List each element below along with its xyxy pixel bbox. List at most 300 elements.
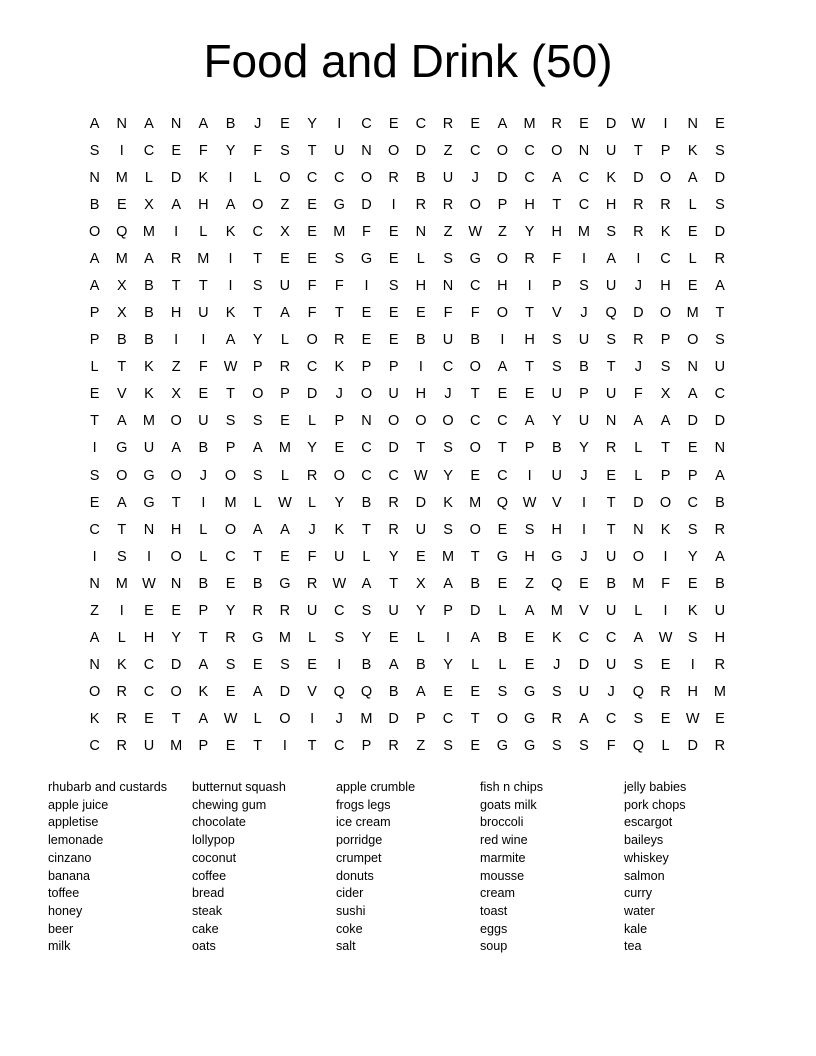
grid-letter: T: [633, 142, 643, 159]
grid-letter: O: [170, 413, 182, 430]
grid-letter: L: [498, 602, 507, 619]
grid-letter: G: [523, 738, 536, 755]
grid-letter: O: [252, 386, 264, 403]
grid-letter: R: [660, 196, 671, 213]
grid-letter: W: [658, 630, 673, 647]
grid-letter: S: [633, 657, 644, 674]
grid-letter: R: [388, 169, 399, 186]
grid-letter: D: [279, 684, 291, 701]
grid-letter: T: [253, 305, 263, 322]
grid-letter: C: [334, 738, 345, 755]
grid-letter: B: [579, 359, 589, 376]
grid-letter: I: [228, 278, 233, 294]
grid-letter: L: [280, 467, 289, 484]
grid-letter: C: [442, 359, 454, 376]
grid-letter: X: [280, 223, 290, 240]
grid-letter: C: [388, 467, 399, 484]
grid-letter: H: [660, 278, 671, 294]
grid-letter: E: [416, 305, 426, 322]
grid-letter: Z: [443, 223, 453, 240]
word-list-item: banana: [48, 868, 91, 883]
grid-letter: I: [310, 711, 315, 728]
grid-letter: G: [116, 440, 128, 457]
grid-letter: G: [252, 630, 264, 647]
grid-letter: Y: [579, 440, 589, 457]
grid-letter: O: [469, 359, 481, 376]
grid-letter: E: [280, 548, 290, 565]
grid-letter: E: [171, 602, 181, 619]
word-list-item: honey: [48, 903, 83, 918]
grid-letter: E: [687, 575, 698, 592]
grid-letter: A: [388, 657, 399, 674]
grid-letter: A: [715, 548, 725, 565]
grid-letter: W: [685, 711, 700, 728]
grid-letter: Z: [280, 196, 290, 213]
grid-letter: C: [578, 196, 590, 213]
grid-letter: E: [388, 115, 399, 132]
word-list-item: lemonade: [48, 833, 104, 848]
grid-letter: O: [551, 142, 563, 159]
grid-letter: I: [174, 223, 179, 240]
grid-letter: A: [116, 494, 127, 511]
grid-letter: I: [446, 630, 451, 647]
grid-letter: T: [253, 548, 263, 565]
grid-letter: U: [442, 332, 454, 349]
grid-letter: E: [280, 250, 290, 267]
grid-letter: W: [631, 115, 646, 132]
grid-letter: X: [116, 305, 127, 322]
grid-letter: I: [581, 250, 586, 267]
grid-letter: D: [687, 413, 698, 430]
grid-letter: S: [252, 467, 263, 484]
grid-letter: I: [337, 115, 342, 132]
grid-letter: X: [171, 386, 181, 403]
grid-letter: E: [470, 115, 481, 132]
grid-letter: S: [687, 630, 698, 647]
grid-letter: C: [578, 630, 590, 647]
grid-letter: O: [442, 413, 454, 430]
grid-letter: S: [443, 250, 453, 267]
word-list-item: appletise: [48, 815, 99, 830]
grid-letter: S: [443, 521, 453, 538]
grid-letter: D: [388, 440, 399, 457]
grid-letter: A: [715, 278, 725, 294]
grid-letter: O: [496, 711, 509, 728]
grid-letter: R: [551, 711, 563, 728]
grid-letter: D: [415, 142, 427, 159]
grid-letter: F: [606, 738, 616, 755]
grid-letter: N: [170, 575, 182, 592]
grid-letter: E: [443, 684, 453, 701]
grid-letter: E: [470, 684, 481, 701]
grid-letter: H: [524, 548, 535, 565]
grid-letter: P: [524, 440, 535, 457]
grid-letter: O: [170, 684, 182, 701]
grid-letter: Y: [388, 548, 399, 565]
grid-letter: Z: [497, 223, 507, 240]
grid-letter: J: [634, 278, 642, 294]
grid-letter: T: [606, 359, 616, 376]
grid-letter: E: [497, 575, 508, 592]
grid-letter: Z: [443, 142, 453, 159]
grid-letter: L: [634, 602, 643, 619]
grid-letter: X: [144, 196, 154, 213]
grid-letter: R: [442, 196, 454, 213]
grid-letter: Y: [252, 332, 263, 349]
word-list-item: crumpet: [336, 850, 382, 865]
grid-letter: T: [307, 142, 317, 159]
grid-row: [81, 462, 734, 489]
grid-letter: S: [633, 711, 644, 728]
grid-letter: Y: [225, 142, 236, 159]
grid-letter: N: [143, 521, 155, 538]
grid-letter: N: [89, 575, 100, 592]
grid-letter: T: [90, 413, 100, 430]
grid-letter: Y: [307, 115, 317, 132]
grid-letter: H: [198, 196, 209, 213]
grid-letter: I: [581, 521, 586, 538]
grid-letter: H: [143, 630, 155, 647]
grid-letter: W: [414, 467, 428, 484]
grid-letter: S: [551, 359, 562, 376]
grid-letter: U: [388, 602, 399, 619]
word-list-column: [624, 779, 768, 956]
grid-letter: E: [687, 223, 698, 240]
grid-letter: L: [308, 413, 317, 430]
grid-letter: S: [715, 142, 725, 159]
word-list-item: porridge: [336, 833, 383, 848]
word-list-item: whiskey: [624, 850, 669, 865]
grid-letter: E: [252, 657, 263, 674]
grid-letter: M: [142, 413, 156, 430]
grid-letter: S: [579, 278, 589, 294]
grid-letter: U: [605, 548, 617, 565]
grid-letter: F: [198, 359, 208, 376]
grid-letter: D: [415, 494, 427, 511]
grid-letter: I: [636, 250, 641, 267]
grid-letter: E: [225, 575, 236, 592]
grid-letter: M: [713, 684, 726, 701]
grid-letter: Q: [551, 575, 563, 592]
grid-letter: K: [687, 602, 698, 619]
grid-letter: P: [687, 467, 698, 484]
grid-letter: O: [279, 711, 291, 728]
grid-letter: D: [388, 711, 399, 728]
grid-letter: S: [551, 738, 562, 755]
grid-letter: C: [306, 169, 318, 186]
grid-letter: T: [470, 711, 480, 728]
grid-letter: C: [143, 657, 155, 674]
grid-row: [81, 679, 734, 706]
grid-letter: M: [115, 250, 128, 267]
grid-letter: B: [144, 332, 154, 349]
grid-letter: A: [497, 359, 508, 376]
grid-letter: O: [415, 413, 427, 430]
word-list-item: butternut squash: [192, 780, 286, 794]
word-list-item: apple crumble: [336, 780, 416, 794]
grid-row: [81, 218, 734, 245]
grid-letter: I: [146, 548, 151, 565]
grid-letter: A: [443, 575, 453, 592]
grid-letter: U: [388, 386, 399, 403]
grid-letter: A: [144, 115, 154, 132]
grid-letter: C: [497, 467, 508, 484]
grid-letter: E: [579, 115, 589, 132]
grid-letter: I: [92, 440, 97, 457]
grid-letter: A: [252, 521, 263, 538]
grid-letter: B: [416, 169, 426, 186]
grid-letter: A: [551, 169, 562, 186]
word-list-item: apple juice: [48, 797, 109, 812]
grid-letter: P: [280, 386, 290, 403]
grid-letter: N: [605, 413, 617, 430]
grid-letter: O: [659, 305, 672, 322]
word-list-column: [336, 779, 480, 956]
grid-letter: I: [663, 548, 668, 565]
grid-letter: E: [524, 657, 535, 674]
grid-letter: E: [660, 657, 671, 674]
grid-letter: F: [334, 278, 344, 294]
word-list-item: beer: [48, 921, 74, 936]
grid-letter: J: [199, 467, 207, 484]
grid-letter: F: [198, 142, 208, 159]
word-list-item: cider: [336, 886, 364, 901]
grid-letter: O: [496, 250, 509, 267]
grid-letter: A: [225, 332, 236, 349]
grid-letter: E: [116, 196, 127, 213]
grid-letter: O: [496, 305, 509, 322]
grid-letter: I: [282, 738, 287, 755]
grid-letter: T: [389, 575, 399, 592]
grid-letter: U: [551, 467, 563, 484]
grid-letter: R: [279, 359, 291, 376]
grid-letter: E: [497, 386, 508, 403]
word-list-item: broccoli: [480, 815, 524, 830]
grid-letter: K: [225, 223, 236, 240]
grid-letter: N: [442, 278, 454, 294]
word-list-item: salt: [336, 939, 356, 954]
grid-letter: M: [333, 223, 346, 240]
grid-letter: C: [415, 115, 427, 132]
grid-row: [81, 408, 734, 435]
grid-letter: I: [119, 602, 124, 619]
grid-row: [81, 164, 734, 191]
grid-letter: I: [337, 657, 342, 674]
word-list-item: mousse: [480, 868, 525, 883]
grid-letter: S: [89, 467, 100, 484]
grid-letter: I: [228, 169, 233, 186]
grid-letter: E: [579, 575, 589, 592]
grid-letter: N: [415, 223, 427, 240]
grid-letter: O: [469, 521, 481, 538]
grid-letter: S: [715, 196, 725, 213]
grid-letter: J: [553, 657, 561, 674]
grid-letter: R: [714, 738, 726, 755]
grid-letter: N: [578, 142, 590, 159]
grid-letter: H: [170, 305, 182, 322]
grid-letter: U: [714, 359, 726, 376]
grid-letter: E: [660, 711, 671, 728]
grid-letter: K: [116, 657, 127, 674]
grid-letter: H: [551, 223, 563, 240]
grid-letter: J: [634, 359, 642, 376]
grid-letter: Q: [360, 684, 373, 701]
grid-letter: Y: [524, 223, 535, 240]
grid-letter: C: [469, 413, 481, 430]
grid-letter: H: [551, 521, 563, 538]
grid-letter: A: [633, 413, 644, 430]
grid-letter: G: [143, 467, 155, 484]
grid-letter: W: [278, 494, 292, 511]
grid-letter: A: [416, 684, 426, 701]
word-search-grid: [81, 110, 734, 760]
grid-letter: O: [632, 548, 644, 565]
grid-letter: T: [525, 359, 535, 376]
grid-letter: T: [198, 278, 208, 294]
grid-letter: Q: [116, 223, 128, 240]
word-list-item: frogs legs: [336, 797, 391, 812]
grid-letter: B: [470, 575, 481, 592]
grid-letter: Z: [525, 575, 535, 592]
grid-letter: I: [201, 332, 206, 349]
grid-letter: X: [660, 386, 671, 403]
grid-letter: O: [659, 169, 672, 186]
grid-letter: K: [144, 359, 154, 376]
grid-letter: K: [334, 521, 345, 538]
word-list-item: chewing gum: [192, 797, 267, 812]
grid-letter: R: [252, 602, 263, 619]
grid-letter: K: [443, 494, 453, 511]
grid-letter: E: [307, 657, 317, 674]
grid-letter: N: [714, 440, 726, 457]
grid-letter: N: [89, 169, 100, 186]
grid-letter: E: [687, 440, 698, 457]
grid-letter: G: [333, 196, 345, 213]
word-list-item: salmon: [624, 868, 665, 883]
grid-letter: V: [307, 684, 317, 701]
grid-letter: A: [606, 250, 616, 267]
grid-letter: R: [442, 115, 454, 132]
grid-letter: E: [144, 602, 154, 619]
grid-letter: M: [197, 250, 210, 267]
grid-row: [81, 733, 734, 760]
grid-letter: G: [496, 548, 509, 565]
grid-letter: I: [581, 494, 586, 511]
grid-letter: N: [89, 657, 100, 674]
grid-letter: L: [199, 223, 208, 240]
word-list-item: rhubarb and custards: [48, 780, 168, 794]
grid-letter: Y: [416, 602, 426, 619]
word-list-item: kale: [624, 921, 648, 936]
grid-letter: D: [714, 169, 726, 186]
grid-letter: A: [252, 440, 263, 457]
grid-letter: E: [361, 332, 372, 349]
grid-letter: J: [471, 169, 479, 186]
grid-letter: S: [687, 521, 698, 538]
grid-letter: V: [551, 305, 562, 322]
grid-letter: O: [469, 196, 481, 213]
grid-letter: H: [497, 278, 508, 294]
grid-letter: J: [580, 467, 588, 484]
grid-letter: S: [715, 332, 725, 349]
grid-letter: C: [306, 359, 318, 376]
grid-letter: A: [660, 413, 671, 430]
grid-letter: N: [361, 413, 372, 430]
word-list-item: coffee: [192, 868, 227, 883]
word-list-item: cream: [480, 886, 515, 901]
grid-letter: R: [714, 250, 726, 267]
grid-letter: C: [469, 278, 481, 294]
grid-letter: U: [279, 278, 291, 294]
grid-letter: J: [607, 684, 615, 701]
grid-letter: O: [360, 169, 373, 186]
grid-letter: S: [280, 142, 290, 159]
grid-letter: A: [171, 196, 181, 213]
grid-letter: K: [606, 169, 616, 186]
grid-letter: S: [116, 548, 127, 565]
grid-letter: V: [551, 494, 562, 511]
grid-letter: J: [580, 305, 588, 322]
grid-letter: B: [361, 494, 372, 511]
grid-letter: Y: [687, 548, 698, 565]
word-list-item: coconut: [192, 850, 237, 865]
grid-letter: D: [578, 657, 590, 674]
grid-letter: I: [663, 115, 668, 132]
grid-letter: F: [552, 250, 562, 267]
grid-letter: F: [362, 223, 371, 240]
grid-letter: H: [605, 196, 617, 213]
grid-letter: B: [497, 630, 508, 647]
grid-letter: L: [199, 548, 208, 565]
grid-letter: P: [388, 359, 399, 376]
grid-letter: B: [116, 332, 127, 349]
grid-letter: L: [634, 467, 643, 484]
grid-letter: S: [334, 250, 345, 267]
grid-letter: P: [443, 602, 453, 619]
grid-letter: C: [143, 142, 155, 159]
grid-letter: T: [470, 386, 480, 403]
grid-letter: E: [307, 196, 317, 213]
grid-letter: O: [659, 494, 672, 511]
grid-letter: T: [307, 738, 317, 755]
grid-letter: I: [663, 602, 668, 619]
grid-letter: E: [524, 630, 535, 647]
grid-letter: R: [388, 494, 399, 511]
grid-letter: U: [198, 413, 209, 430]
grid-letter: S: [579, 738, 589, 755]
grid-letter: M: [523, 115, 536, 132]
grid-letter: M: [142, 223, 156, 240]
word-list-item: cake: [192, 921, 219, 936]
grid-letter: T: [171, 278, 181, 294]
grid-letter: B: [551, 440, 562, 457]
grid-row: [81, 245, 734, 272]
grid-letter: Y: [334, 494, 345, 511]
grid-letter: O: [360, 386, 373, 403]
grid-letter: T: [606, 494, 616, 511]
grid-letter: M: [115, 575, 128, 592]
grid-letter: U: [442, 169, 454, 186]
grid-letter: W: [142, 575, 156, 592]
grid-letter: S: [361, 602, 372, 619]
word-list-item: curry: [624, 886, 652, 901]
grid-letter: E: [307, 223, 317, 240]
grid-letter: A: [280, 305, 290, 322]
grid-letter: E: [198, 386, 209, 403]
grid-letter: R: [714, 657, 726, 674]
grid-letter: U: [143, 440, 155, 457]
grid-row: [81, 137, 734, 164]
